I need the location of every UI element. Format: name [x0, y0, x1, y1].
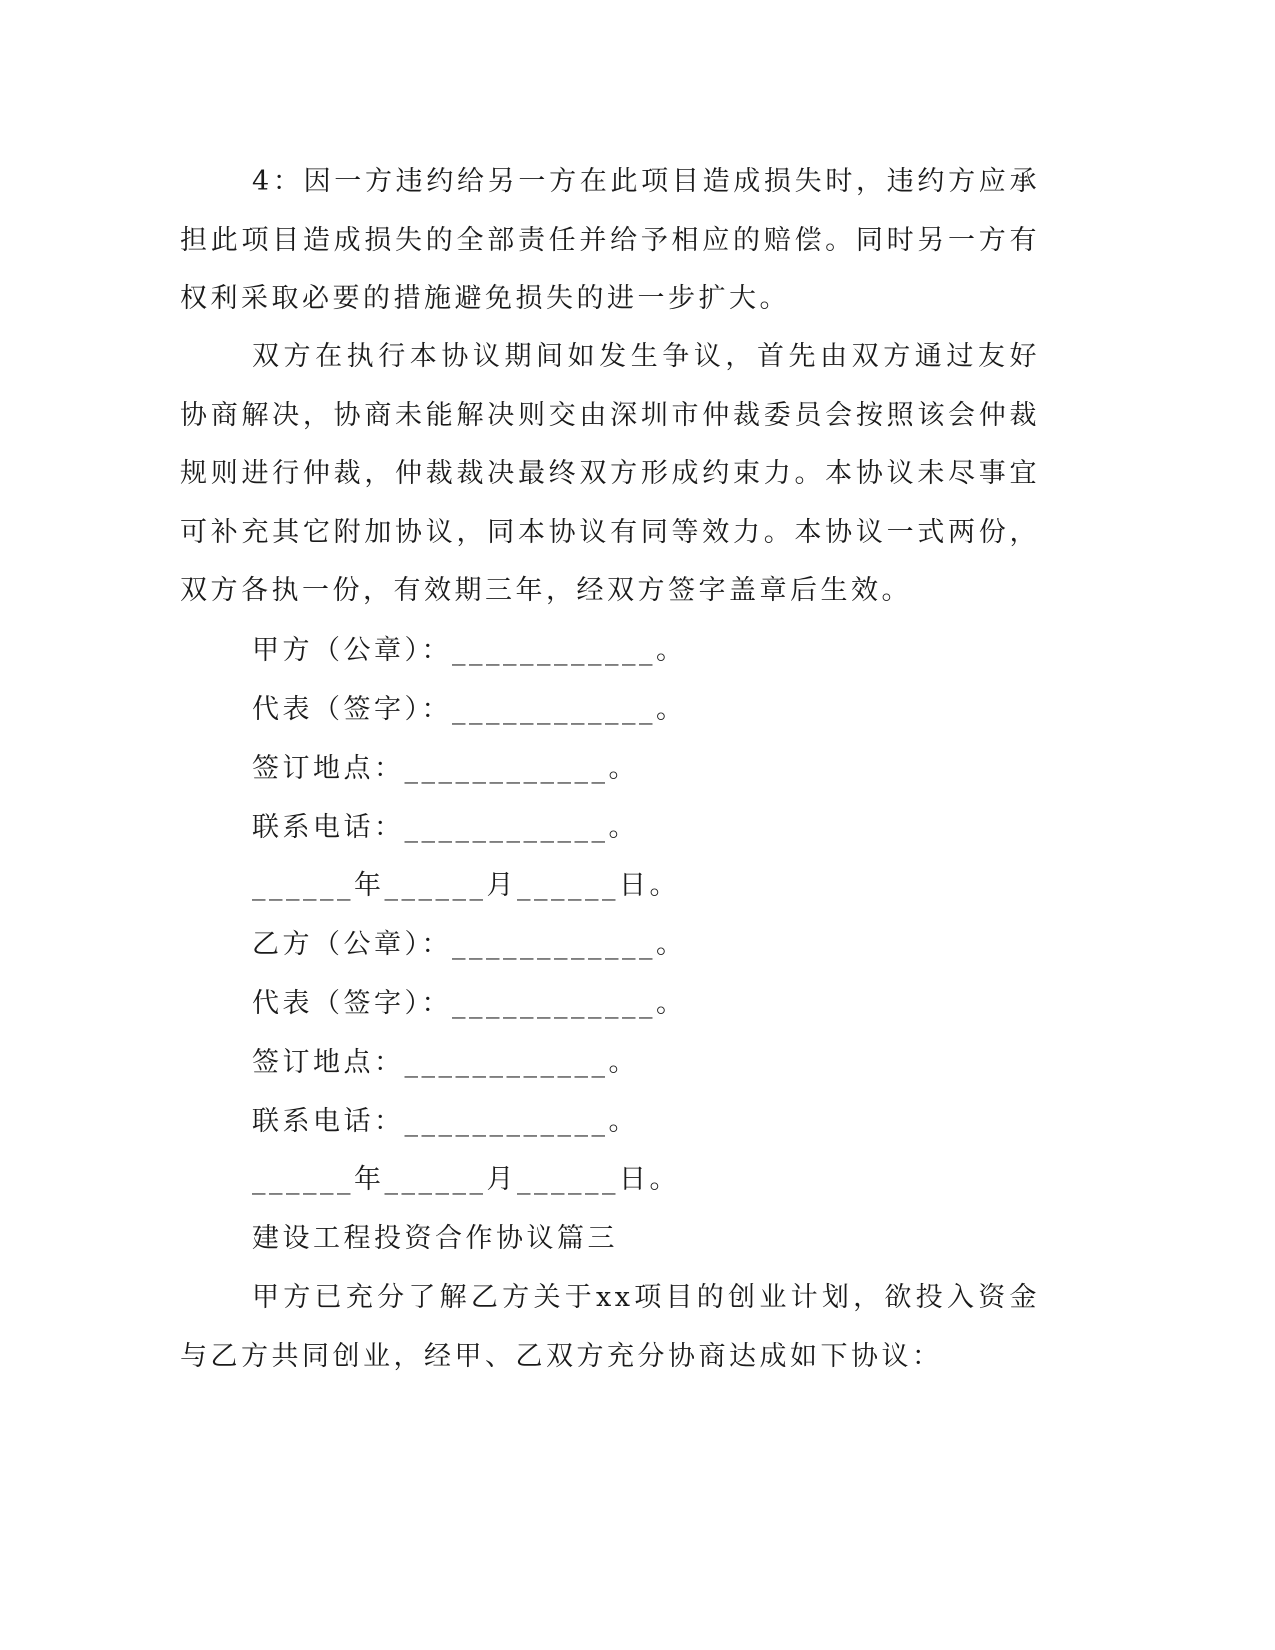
party-a-date-line: ______年______月______日。: [252, 870, 680, 901]
party-b-place-line: 签订地点：____________。: [252, 1047, 639, 1078]
party-a-representative-line: 代表（签字）：____________。: [252, 694, 687, 725]
party-a-phone-line: 联系电话：____________。: [252, 812, 639, 843]
dispute-resolution-paragraph: 双方在执行本协议期间如发生争议，首先由双方通过友好协商解决，协商未能解决则交由深圳市仲裁委员会按照该会仲裁规则进行仲裁，仲裁裁决最终双方形成约束力。本协议未尽事宜可补充其它附加协议，同本协议有同等效力。本协议一式两份，双方各执一份，有效期三年，经双方签字盖章后生效。: [180, 341, 1040, 606]
party-b-representative-line: 代表（签字）：____________。: [252, 988, 687, 1019]
section-title: 建设工程投资合作协议篇三: [252, 1223, 618, 1254]
party-b-phone-line: 联系电话：____________。: [252, 1106, 639, 1137]
party-a-seal-line: 甲方（公章）：____________。: [252, 635, 687, 666]
party-b-seal-line: 乙方（公章）：____________。: [252, 929, 687, 960]
clause-4-paragraph: 4：因一方违约给另一方在此项目造成损失时，违约方应承担此项目造成损失的全部责任并给予相应的赔偿。同时另一方有权利采取必要的措施避免损失的进一步扩大。: [180, 166, 1040, 314]
party-b-date-line: ______年______月______日。: [252, 1164, 680, 1195]
intro-paragraph: 甲方已充分了解乙方关于xx项目的创业计划，欲投入资金与乙方共同创业，经甲、乙双方充分协商达成如下协议：: [180, 1282, 1040, 1372]
party-a-place-line: 签订地点：____________。: [252, 753, 639, 784]
